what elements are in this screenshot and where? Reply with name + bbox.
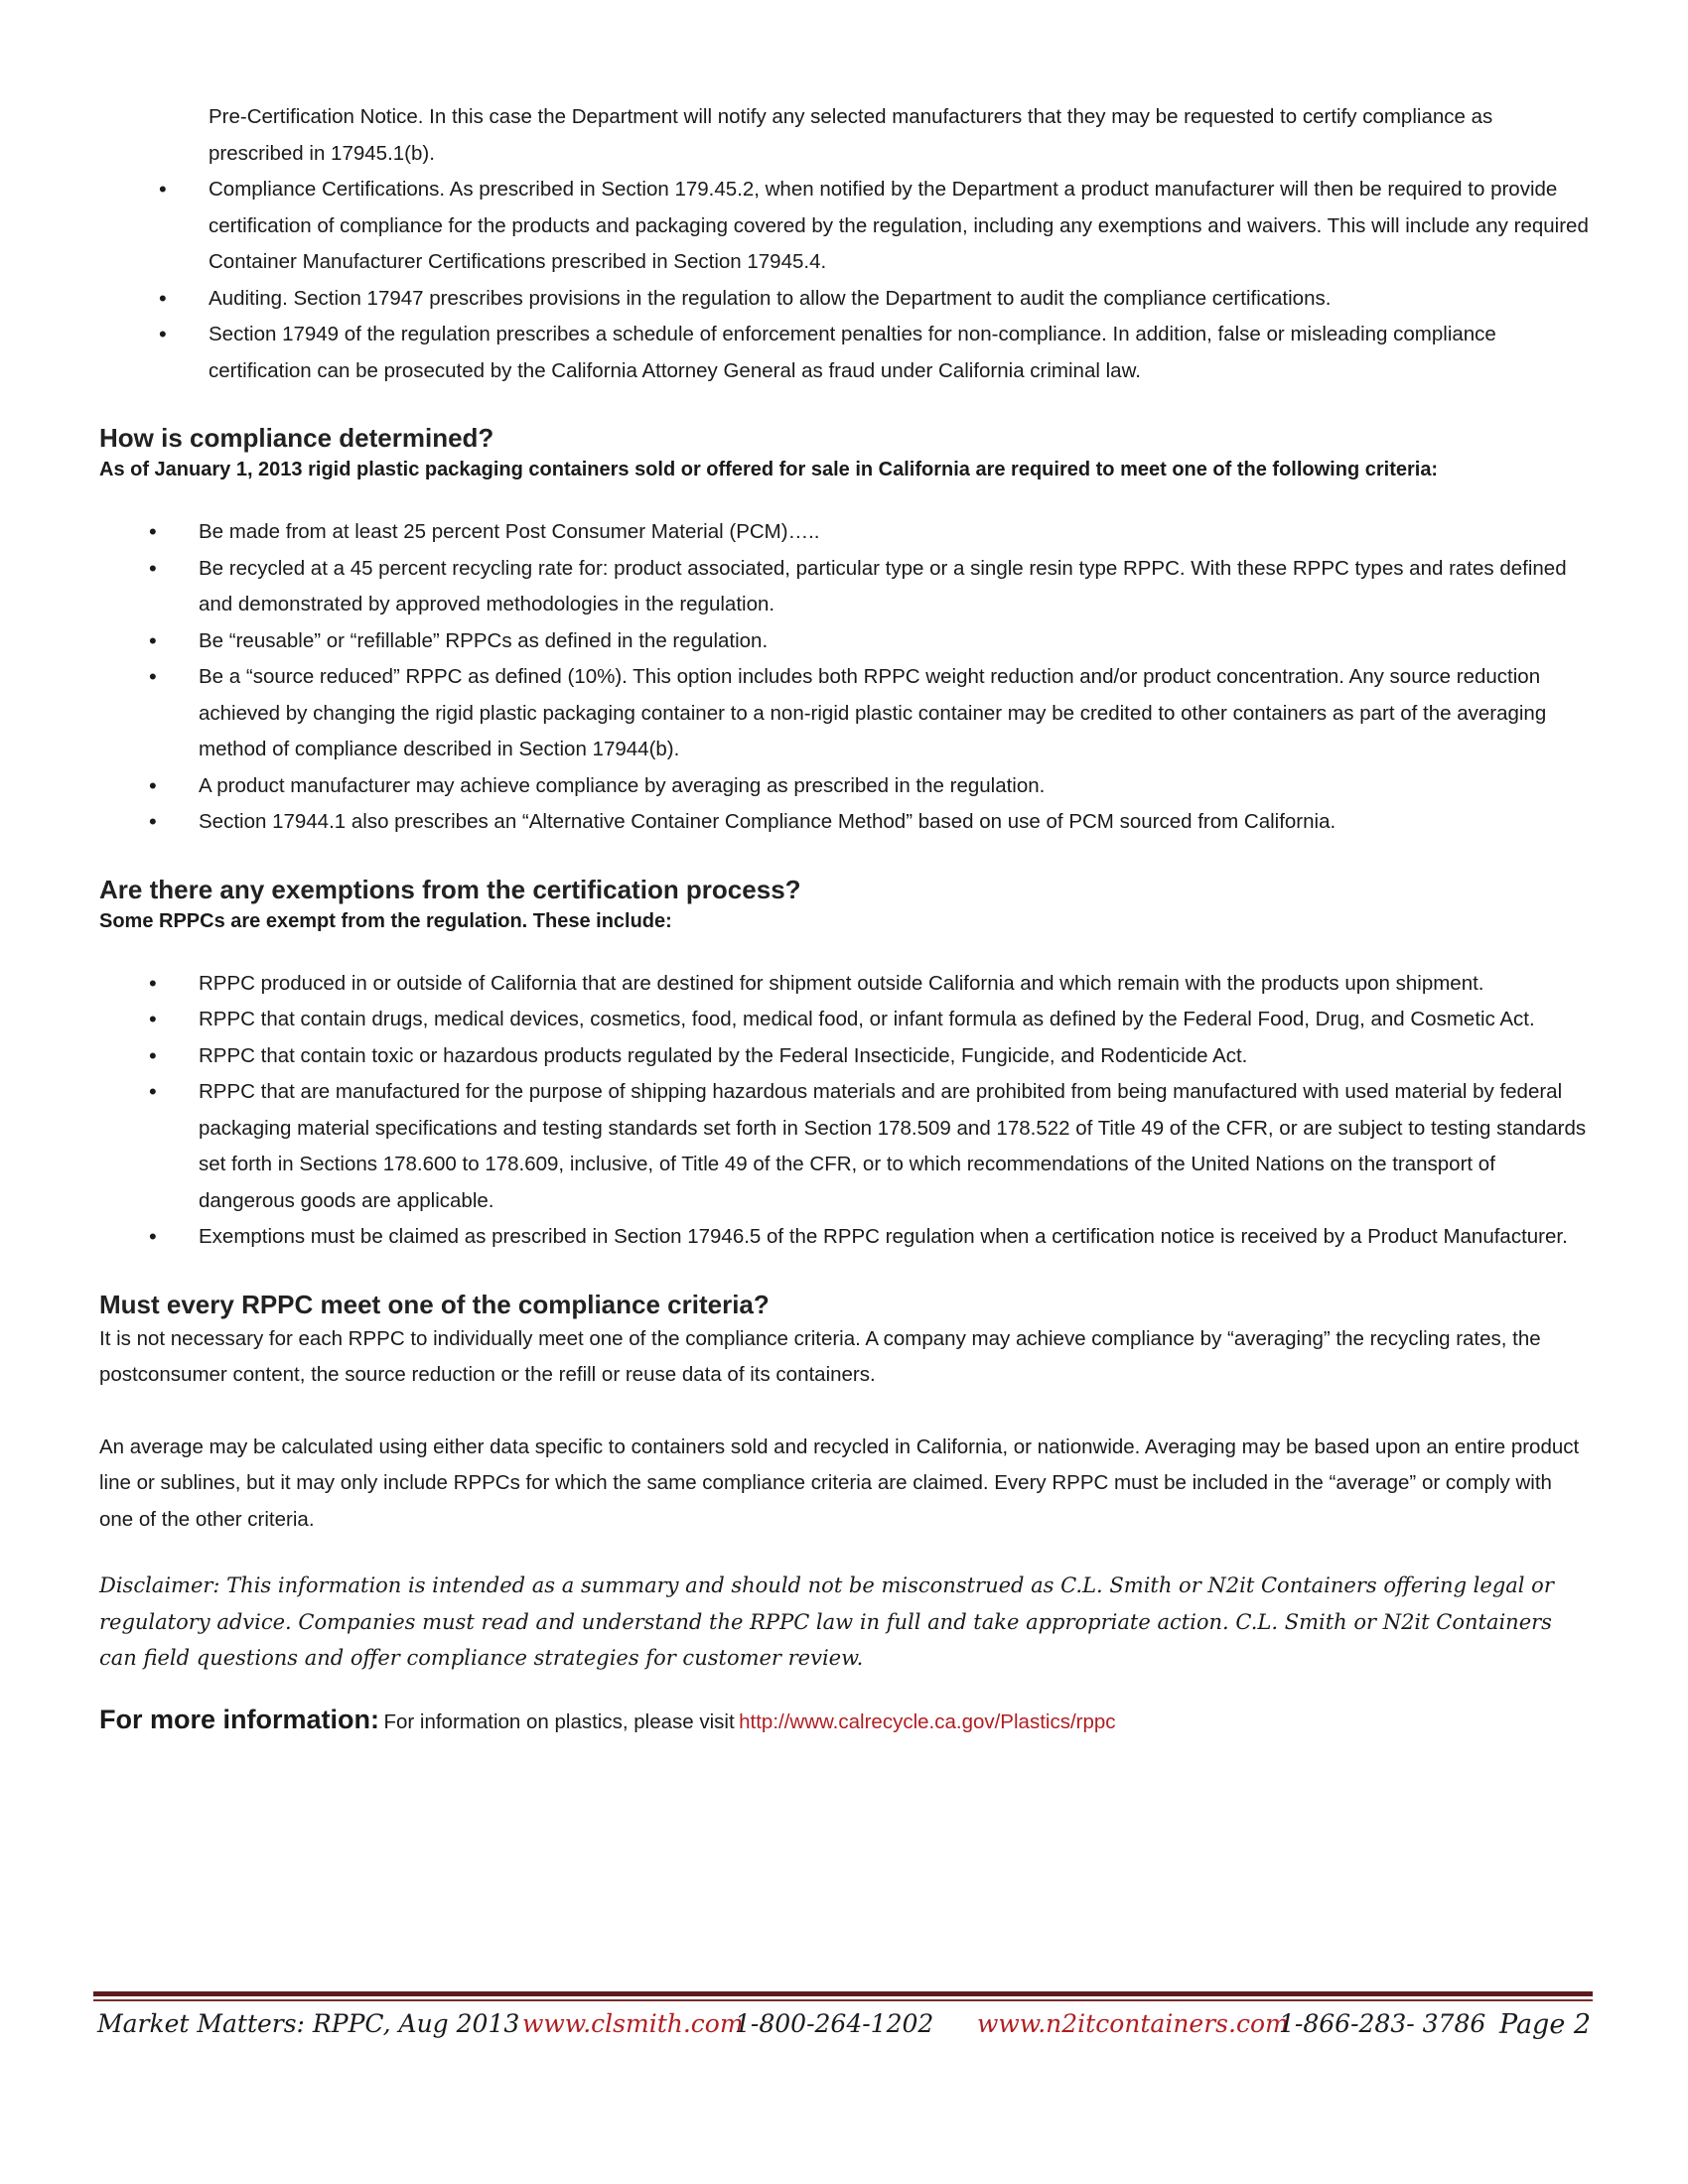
compliance-lead: As of January 1, 2013 rigid plastic packaging containers sold or offered for sale in California are required to meet one of the following criteria: bbox=[99, 459, 1439, 480]
intro-bullet-list bbox=[99, 172, 1589, 389]
footer-clsmith-phone: 1-800-264-1202 bbox=[735, 2009, 934, 2038]
list-item: • Exemptions must be claimed as prescribed in Section 17946.5 of the RPPC regulation when a certification notice is received by a Product Manufacturer. bbox=[99, 1219, 1589, 1256]
page-footer bbox=[97, 2009, 1592, 2049]
footer-clsmith-link[interactable]: www.clsmith.com bbox=[522, 2009, 744, 2038]
page-number: Page 2 bbox=[1499, 2009, 1592, 2040]
list-item: • Auditing. Section 17947 prescribes provisions in the regulation to allow the Department to audit the compliance certifications. bbox=[99, 281, 1589, 318]
more-info-line bbox=[99, 1705, 1589, 1735]
list-item: • RPPC that contain drugs, medical devices, cosmetics, food, medical food, or infant formula as defined by the Federal Food, Drug, and Cosmetic Act. bbox=[99, 1002, 1589, 1038]
criteria-heading: Must every RPPC meet one of the compliance criteria? bbox=[99, 1289, 770, 1319]
footer-title: Market Matters: RPPC, Aug 2013 bbox=[97, 2009, 520, 2038]
exemptions-bullet-list bbox=[99, 966, 1589, 1256]
list-item: • Be made from at least 25 percent Post Consumer Material (PCM)….. bbox=[99, 514, 1589, 551]
list-item: • Be a “source reduced” RPPC as defined (10%). This option includes both RPPC weight reduction and/or product concentration. Any source reduction achieved by changing the rigid plastic packaging container to a non-rigid plastic container may be credited to other containers as part of the averaging method of compliance described in Section 17944(b). bbox=[99, 659, 1589, 768]
disclaimer: Disclaimer: This information is intended as a summary and should not be misconstrued as C.L. Smith or N2it Containers offering legal or regulatory advice. Companies must read and understand the RPPC law in full and take appropriate action. C.L. Smith or N2it Containers can field questions and offer compliance strategies for customer review. bbox=[99, 1573, 1554, 1670]
compliance-bullet-list bbox=[99, 514, 1589, 841]
list-item: • Be recycled at a 45 percent recycling rate for: product associated, particular type or a single resin type RPPC. With these RPPC types and rates defined and demonstrated by approved methodologies in the regulation. bbox=[99, 551, 1589, 623]
intro-continuation: Pre-Certification Notice. In this case the Department will notify any selected manufacturers that they may be requested to certify compliance as prescribed in 17945.1(b). bbox=[209, 105, 1493, 165]
footer-n2it-link[interactable]: www.n2itcontainers.com bbox=[977, 2009, 1289, 2038]
calrecycle-link[interactable]: http://www.calrecycle.ca.gov/Plastics/rppc bbox=[739, 1709, 1116, 1733]
list-item: • Section 17949 of the regulation prescribes a schedule of enforcement penalties for non-compliance. In addition, false or misleading compliance certification can be prosecuted by the California Attorney General as fraud under California criminal law. bbox=[99, 317, 1589, 389]
list-item: • RPPC produced in or outside of California that are destined for shipment outside California and which remain with the products upon shipment. bbox=[99, 966, 1589, 1003]
exemptions-heading: Are there any exemptions from the certification process? bbox=[99, 874, 801, 904]
footer-rule-thick bbox=[93, 1991, 1593, 1996]
list-item: • Be “reusable” or “refillable” RPPCs as defined in the regulation. bbox=[99, 623, 1589, 660]
footer-n2it-phone: 1-866-283- 3786 bbox=[1279, 2009, 1486, 2038]
document-page bbox=[99, 99, 1589, 1735]
exemptions-lead: Some RPPCs are exempt from the regulation. These include: bbox=[99, 909, 672, 932]
list-item: • RPPC that contain toxic or hazardous products regulated by the Federal Insecticide, Fungicide, and Rodenticide Act. bbox=[99, 1038, 1589, 1075]
list-item: • RPPC that are manufactured for the purpose of shipping hazardous materials and are prohibited from being manufactured with used material by federal packaging material specifications and testing standards set forth in Section 178.509 and 178.522 of Title 49 of the CFR, or are subject to testing standards set forth in Sections 178.600 to 178.609, inclusive, of Title 49 of the CFR, or to which recommendations of the United Nations on the transport of dangerous goods are applicable. bbox=[99, 1074, 1589, 1219]
list-item: • A product manufacturer may achieve compliance by averaging as prescribed in the regulation. bbox=[99, 768, 1589, 805]
more-info-title: For more information: bbox=[99, 1704, 379, 1734]
list-item: • Section 17944.1 also prescribes an “Alternative Container Compliance Method” based on use of PCM sourced from California. bbox=[99, 804, 1589, 841]
criteria-paragraph-1: It is not necessary for each RPPC to individually meet one of the compliance criteria. A company may achieve compliance by “averaging” the recycling rates, the postconsumer content, the source reduction or the refill or reuse data of its containers. bbox=[99, 1326, 1541, 1386]
compliance-heading: How is compliance determined? bbox=[99, 423, 494, 453]
list-item: • Compliance Certifications. As prescribed in Section 179.45.2, when notified by the Department a product manufacturer will then be required to provide certification of compliance for the products and packaging covered by the regulation, including any exemptions and waivers. This will include any required Container Manufacturer Certifications prescribed in Section 17945.4. bbox=[99, 172, 1589, 281]
more-info-text: For information on plastics, please visit bbox=[383, 1709, 735, 1733]
criteria-paragraph-2: An average may be calculated using either data specific to containers sold and recycled in California, or nationwide. Averaging may be based upon an entire product line or sublines, but it may only include RPPCs for which the same compliance criteria are claimed. Every RPPC must be included in the “average” or comply with one of the other criteria. bbox=[99, 1434, 1580, 1531]
footer-rule-thin bbox=[93, 1999, 1593, 2001]
